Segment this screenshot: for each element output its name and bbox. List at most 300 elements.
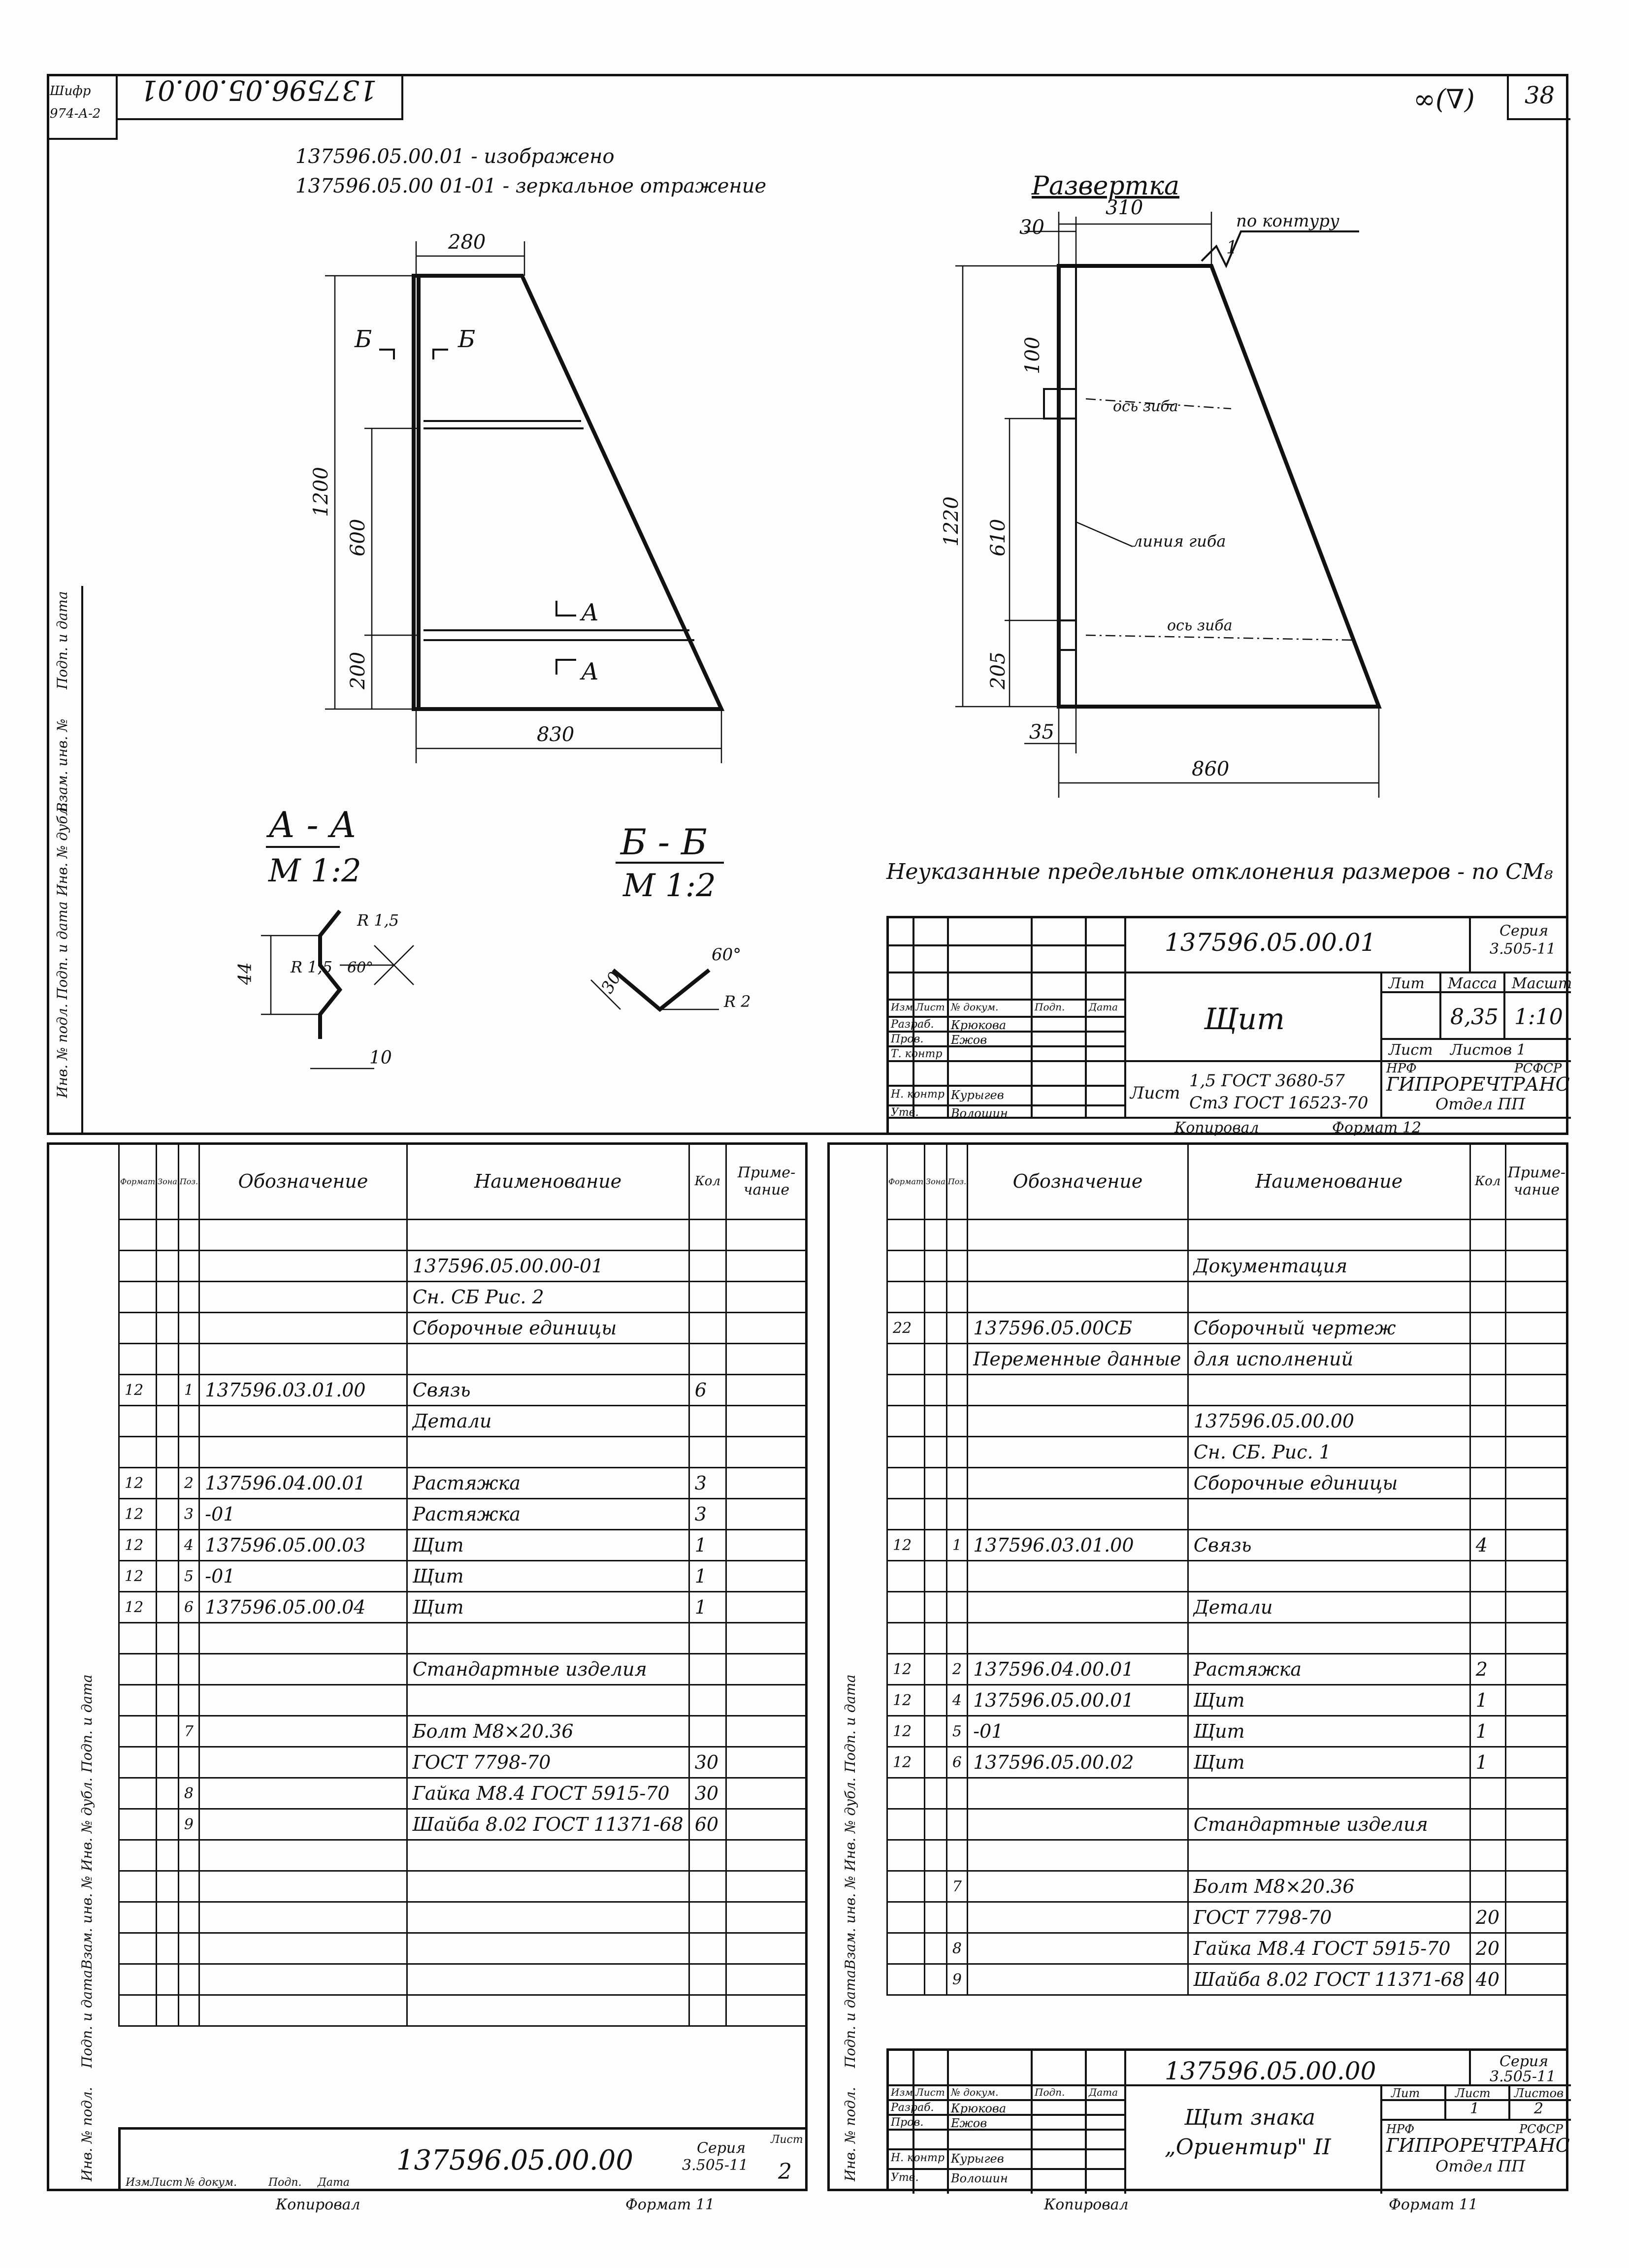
table-cell bbox=[1505, 1251, 1567, 1282]
table-cell bbox=[887, 1344, 925, 1375]
spec-left-stamp-sheet: 2 bbox=[778, 2159, 792, 2184]
table-cell bbox=[199, 1282, 407, 1313]
table-cell bbox=[689, 1902, 726, 1933]
tb-top-list-prefix: Лист bbox=[1130, 1083, 1180, 1103]
spec-left-stamp-date: Дата bbox=[318, 2176, 350, 2189]
tb-top-mass: 8,35 bbox=[1450, 1004, 1499, 1030]
spec-right-stamp-org-left: НРФ bbox=[1386, 2122, 1414, 2136]
table-row bbox=[119, 1778, 807, 1809]
table-cell bbox=[925, 1437, 947, 1468]
table-cell: Стандартные изделия bbox=[1188, 1809, 1470, 1840]
table-cell: Сн. СБ Рис. 2 bbox=[407, 1282, 689, 1313]
table-cell bbox=[157, 1468, 179, 1499]
table-cell bbox=[119, 1313, 157, 1344]
table-cell: 60 bbox=[689, 1809, 726, 1840]
table-cell bbox=[689, 1406, 726, 1437]
table-cell bbox=[199, 1747, 407, 1778]
table-cell bbox=[968, 1282, 1188, 1313]
table-cell: 12 bbox=[119, 1592, 157, 1623]
section-aa-scale: М 1:2 bbox=[268, 853, 361, 889]
spec-right-h-oboz: Обозначение bbox=[968, 1143, 1188, 1220]
table-cell bbox=[968, 1933, 1188, 1964]
table-cell bbox=[1470, 1406, 1505, 1437]
tb-top-series-label: Серия bbox=[1499, 922, 1549, 940]
svg-text:30: 30 bbox=[1019, 216, 1044, 239]
spec-left-stamp-doc: № докум. bbox=[185, 2176, 237, 2189]
table-cell bbox=[946, 1499, 967, 1530]
table-cell bbox=[157, 1902, 179, 1933]
table-cell bbox=[1470, 1561, 1505, 1592]
table-cell bbox=[157, 1437, 179, 1468]
svg-text:100: 100 bbox=[1021, 336, 1044, 374]
table-cell bbox=[925, 1871, 947, 1902]
table-cell bbox=[199, 1871, 407, 1902]
table-cell bbox=[119, 1406, 157, 1437]
svg-text:30: 30 bbox=[597, 969, 625, 997]
table-cell bbox=[199, 1344, 407, 1375]
spec-right-body bbox=[887, 1220, 1568, 1995]
spec-left-h-format: Формат bbox=[119, 1143, 157, 1220]
table-cell bbox=[178, 1902, 199, 1933]
table-cell bbox=[726, 1251, 807, 1282]
table-cell bbox=[925, 1747, 947, 1778]
table-cell bbox=[887, 1964, 925, 1995]
table-cell bbox=[946, 1561, 967, 1592]
spec-right-stamp-sheet: 1 bbox=[1470, 2100, 1480, 2117]
table-cell bbox=[157, 1685, 179, 1716]
table-row bbox=[119, 1964, 807, 1995]
svg-text:10: 10 bbox=[369, 1048, 392, 1068]
spec-right-stamp-podp: Подп. bbox=[1035, 2086, 1065, 2098]
table-cell bbox=[119, 1654, 157, 1685]
table-cell bbox=[726, 1468, 807, 1499]
table-cell bbox=[407, 1964, 689, 1995]
table-cell bbox=[968, 1468, 1188, 1499]
table-cell bbox=[178, 1623, 199, 1654]
spec-right-stamp-list: Лист bbox=[915, 2086, 945, 2098]
table-row bbox=[887, 1344, 1568, 1375]
tb-top-role-utv: Утв. bbox=[891, 1106, 919, 1119]
table-row bbox=[119, 1933, 807, 1964]
table-cell bbox=[726, 1995, 807, 2026]
table-cell bbox=[689, 1220, 726, 1251]
table-cell: Щит bbox=[1188, 1747, 1470, 1778]
spec-right-stamp-code: 137596.05.00.00 bbox=[1165, 2057, 1376, 2085]
svg-text:линия гиба: линия гиба bbox=[1133, 532, 1226, 551]
table-cell bbox=[199, 1313, 407, 1344]
table-row bbox=[119, 1592, 807, 1623]
tb-top-org-right: РСФСР bbox=[1514, 1061, 1562, 1076]
table-cell: 5 bbox=[946, 1716, 967, 1747]
spec-right-stamp-org-right: РСФСР bbox=[1519, 2122, 1563, 2136]
table-cell: 137596.05.00.01 bbox=[968, 1685, 1188, 1716]
table-cell: Сборочный чертеж bbox=[1188, 1313, 1470, 1344]
table-cell bbox=[968, 1623, 1188, 1654]
table-cell bbox=[178, 1344, 199, 1375]
table-cell bbox=[178, 1685, 199, 1716]
table-cell: Сн. СБ. Рис. 1 bbox=[1188, 1437, 1470, 1468]
table-cell bbox=[178, 1933, 199, 1964]
table-cell bbox=[887, 1468, 925, 1499]
table-cell bbox=[946, 1623, 967, 1654]
table-cell bbox=[1470, 1437, 1505, 1468]
spec-right-stamp-utv: Утв. bbox=[891, 2171, 919, 2184]
table-cell bbox=[1505, 1437, 1567, 1468]
table-row bbox=[887, 1499, 1568, 1530]
table-cell bbox=[1470, 1778, 1505, 1809]
table-cell bbox=[1505, 1530, 1567, 1561]
table-cell bbox=[1470, 1344, 1505, 1375]
table-cell bbox=[1505, 1406, 1567, 1437]
spec-left-table bbox=[118, 1142, 808, 2027]
table-cell: 2 bbox=[1470, 1654, 1505, 1685]
tb-top-series: 3.505-11 bbox=[1490, 940, 1556, 958]
tb-top-role-izm: Изм bbox=[891, 1001, 913, 1013]
table-cell: 22 bbox=[887, 1313, 925, 1344]
table-cell: 9 bbox=[946, 1964, 967, 1995]
table-cell: 12 bbox=[887, 1530, 925, 1561]
table-cell: 12 bbox=[119, 1561, 157, 1592]
table-cell bbox=[199, 1406, 407, 1437]
table-cell: 12 bbox=[119, 1468, 157, 1499]
side-br-3: Взам. инв. № bbox=[842, 1876, 858, 1970]
table-cell bbox=[925, 1220, 947, 1251]
table-cell bbox=[1470, 1282, 1505, 1313]
table-row bbox=[119, 1654, 807, 1685]
spec-right-stamp-dept: Отдел ПП bbox=[1435, 2157, 1526, 2175]
side-top-3: Инв. № дубл. bbox=[54, 802, 70, 896]
table-cell: 137596.03.01.00 bbox=[199, 1375, 407, 1406]
table-cell bbox=[726, 1902, 807, 1933]
table-cell bbox=[887, 1375, 925, 1406]
table-cell: Растяжка bbox=[1188, 1654, 1470, 1685]
table-row bbox=[887, 1530, 1568, 1561]
table-row bbox=[119, 1623, 807, 1654]
table-cell bbox=[157, 1220, 179, 1251]
table-cell bbox=[157, 1933, 179, 1964]
svg-text:200: 200 bbox=[347, 651, 369, 689]
table-row bbox=[887, 1840, 1568, 1871]
table-cell: 12 bbox=[887, 1685, 925, 1716]
table-cell bbox=[925, 1561, 947, 1592]
table-cell: Шайба 8.02 ГОСТ 11371-68 bbox=[407, 1809, 689, 1840]
spec-left-format: Формат 11 bbox=[625, 2196, 715, 2213]
table-row bbox=[887, 1313, 1568, 1344]
table-cell bbox=[689, 1313, 726, 1344]
spec-right-stamp-prov: Пров. bbox=[891, 2116, 924, 2129]
table-cell bbox=[925, 1623, 947, 1654]
table-row bbox=[887, 1716, 1568, 1747]
table-cell: 20 bbox=[1470, 1933, 1505, 1964]
tb-top-org: ГИПРОРЕЧТРАНС bbox=[1386, 1073, 1570, 1095]
spec-right-stamp-series: 3.505-11 bbox=[1490, 2068, 1556, 2085]
svg-text:R 2: R 2 bbox=[724, 992, 751, 1011]
svg-text:60°: 60° bbox=[712, 945, 742, 965]
table-cell bbox=[689, 1685, 726, 1716]
table-cell: 6 bbox=[946, 1747, 967, 1778]
table-cell bbox=[157, 1561, 179, 1592]
table-cell bbox=[925, 1809, 947, 1840]
table-cell: 137596.05.00.03 bbox=[199, 1530, 407, 1561]
table-cell: 7 bbox=[946, 1871, 967, 1902]
svg-text:60°: 60° bbox=[347, 959, 374, 976]
table-cell bbox=[1470, 1623, 1505, 1654]
table-cell bbox=[199, 1623, 407, 1654]
table-cell bbox=[726, 1809, 807, 1840]
spec-left-h-naim: Наименование bbox=[407, 1143, 689, 1220]
spec-right-h-kol: Кол bbox=[1470, 1143, 1505, 1220]
table-cell bbox=[119, 1747, 157, 1778]
table-cell bbox=[157, 1778, 179, 1809]
table-cell bbox=[887, 1220, 925, 1251]
table-cell bbox=[946, 1437, 967, 1468]
table-cell bbox=[726, 1840, 807, 1871]
tb-top-mass-label: Масса bbox=[1448, 975, 1498, 992]
table-cell: Щит bbox=[407, 1530, 689, 1561]
table-cell bbox=[157, 1406, 179, 1437]
table-cell bbox=[1505, 1654, 1567, 1685]
spec-right-format: Формат 11 bbox=[1389, 2196, 1478, 2213]
table-cell bbox=[178, 1747, 199, 1778]
svg-text:310: 310 bbox=[1106, 196, 1143, 219]
tb-top-name-1: Крюкова bbox=[951, 1018, 1007, 1032]
table-row bbox=[119, 1840, 807, 1871]
section-bb-title: Б - Б bbox=[620, 821, 707, 863]
table-row bbox=[887, 1623, 1568, 1654]
table-cell bbox=[199, 1809, 407, 1840]
table-cell bbox=[199, 1220, 407, 1251]
table-cell: 1 bbox=[689, 1561, 726, 1592]
table-cell bbox=[887, 1406, 925, 1437]
table-cell bbox=[1470, 1375, 1505, 1406]
table-cell bbox=[178, 1964, 199, 1995]
svg-text:1: 1 bbox=[1226, 238, 1238, 258]
table-cell bbox=[925, 1499, 947, 1530]
table-cell bbox=[925, 1716, 947, 1747]
table-cell: 30 bbox=[689, 1747, 726, 1778]
table-cell bbox=[689, 1437, 726, 1468]
table-cell bbox=[199, 1933, 407, 1964]
table-cell: Шайба 8.02 ГОСТ 11371-68 bbox=[1188, 1964, 1470, 1995]
table-row bbox=[119, 1902, 807, 1933]
spec-right-stamp-name-1: Щит знака bbox=[1184, 2105, 1315, 2130]
table-cell bbox=[119, 1251, 157, 1282]
table-cell: 2 bbox=[178, 1468, 199, 1499]
table-cell bbox=[199, 1964, 407, 1995]
table-cell bbox=[726, 1871, 807, 1902]
table-cell bbox=[1505, 1282, 1567, 1313]
table-cell bbox=[1505, 1344, 1567, 1375]
table-cell bbox=[925, 1902, 947, 1933]
table-cell: 4 bbox=[1470, 1530, 1505, 1561]
tb-top-name-3: Курыгев bbox=[951, 1088, 1004, 1102]
table-cell: 137596.05.00.04 bbox=[199, 1592, 407, 1623]
table-row bbox=[887, 1933, 1568, 1964]
spec-left-h-kol: Кол bbox=[689, 1143, 726, 1220]
table-cell: 30 bbox=[689, 1778, 726, 1809]
table-cell bbox=[925, 1592, 947, 1623]
spec-right-stamp bbox=[886, 2048, 1568, 2191]
tb-top-role-date: Дата bbox=[1089, 1001, 1118, 1013]
table-row bbox=[887, 1654, 1568, 1685]
table-cell bbox=[689, 1995, 726, 2026]
spec-left-stamp-izm: Изм bbox=[126, 2176, 150, 2189]
table-cell bbox=[1505, 1933, 1567, 1964]
table-cell bbox=[119, 1282, 157, 1313]
table-cell bbox=[726, 1747, 807, 1778]
svg-text:по контуру: по контуру bbox=[1236, 211, 1339, 231]
spec-left-stamp-list: Лист bbox=[150, 2176, 183, 2189]
tb-top-name-2: Ежов bbox=[951, 1033, 987, 1047]
table-cell: Гайка М8.4 ГОСТ 5915-70 bbox=[1188, 1933, 1470, 1964]
table-row bbox=[887, 1902, 1568, 1933]
spec-right-stamp-nkontr: Н. контр bbox=[891, 2152, 945, 2164]
table-cell: Гайка М8.4 ГОСТ 5915-70 bbox=[407, 1778, 689, 1809]
svg-text:А: А bbox=[581, 658, 599, 685]
table-cell: 8 bbox=[178, 1778, 199, 1809]
table-cell bbox=[157, 1499, 179, 1530]
table-cell bbox=[968, 1561, 1188, 1592]
table-cell bbox=[689, 1716, 726, 1747]
table-cell: Сборочные единицы bbox=[1188, 1468, 1470, 1499]
table-cell bbox=[726, 1654, 807, 1685]
svg-text:830: 830 bbox=[537, 723, 575, 746]
table-cell bbox=[1505, 1716, 1567, 1747]
table-row bbox=[887, 1468, 1568, 1499]
svg-text:Б: Б bbox=[355, 325, 372, 353]
razvertka-title: Развертка bbox=[1032, 171, 1180, 201]
table-cell bbox=[407, 1344, 689, 1375]
table-cell bbox=[946, 1592, 967, 1623]
table-cell bbox=[887, 1499, 925, 1530]
mirrored-code: 137596.05.00.01 bbox=[140, 74, 377, 106]
table-cell bbox=[1470, 1871, 1505, 1902]
table-cell bbox=[407, 1902, 689, 1933]
tb-top-lit-label: Лит bbox=[1389, 975, 1425, 992]
table-cell bbox=[887, 1933, 925, 1964]
table-cell bbox=[119, 1809, 157, 1840]
note-line-1: 137596.05.00.01 - изображено bbox=[295, 145, 615, 168]
table-cell: 1 bbox=[946, 1530, 967, 1561]
table-row bbox=[119, 1251, 807, 1282]
table-cell: 1 bbox=[1470, 1747, 1505, 1778]
spec-left-h-zone: Зона bbox=[157, 1143, 179, 1220]
table-cell bbox=[1505, 1685, 1567, 1716]
table-row bbox=[119, 1468, 807, 1499]
spec-right-stamp-series-label: Серия bbox=[1499, 2053, 1549, 2070]
table-cell bbox=[1470, 1840, 1505, 1871]
side-bl-5: Инв. № подл. bbox=[79, 2087, 95, 2181]
spec-right-stamp-name-2: „Ориентир" II bbox=[1165, 2135, 1331, 2160]
table-cell: -01 bbox=[199, 1499, 407, 1530]
table-cell bbox=[119, 1995, 157, 2026]
table-cell bbox=[1505, 1964, 1567, 1995]
tb-top-role-nkontr: Н. контр bbox=[891, 1088, 945, 1101]
shifr-value: 974-А-2 bbox=[50, 106, 101, 121]
table-cell: 137596.05.00.00 bbox=[1188, 1406, 1470, 1437]
tb-top-material-1: 1,5 ГОСТ 3680-57 bbox=[1189, 1071, 1345, 1091]
table-cell bbox=[925, 1530, 947, 1561]
table-row bbox=[119, 1282, 807, 1313]
svg-text:35: 35 bbox=[1029, 721, 1054, 744]
table-cell bbox=[726, 1933, 807, 1964]
table-row bbox=[119, 1747, 807, 1778]
table-row bbox=[119, 1561, 807, 1592]
table-row bbox=[119, 1871, 807, 1902]
table-cell bbox=[157, 1375, 179, 1406]
side-br-2: Инв. № дубл. bbox=[842, 1777, 858, 1871]
table-cell bbox=[887, 1623, 925, 1654]
table-cell bbox=[1470, 1592, 1505, 1623]
table-cell bbox=[407, 1437, 689, 1468]
table-cell bbox=[178, 1437, 199, 1468]
spec-right-stamp-name-prov: Ежов bbox=[951, 2116, 987, 2130]
spec-right-stamp-name-nkontr: Курыгев bbox=[951, 2152, 1004, 2166]
side-bl-3: Взам. инв. № bbox=[79, 1876, 95, 1970]
spec-right-kopiroval: Копировал bbox=[1044, 2196, 1129, 2213]
table-cell bbox=[968, 1871, 1188, 1902]
spec-right-stamp-name-razrab: Крюкова bbox=[951, 2102, 1007, 2115]
table-cell: 40 bbox=[1470, 1964, 1505, 1995]
tb-top-role-list: Лист bbox=[915, 1001, 945, 1013]
table-row bbox=[887, 1251, 1568, 1282]
spec-right-h-pos: Поз. bbox=[946, 1143, 967, 1220]
section-aa bbox=[235, 804, 414, 1069]
spec-right-stamp-lit: Лит bbox=[1391, 2086, 1420, 2100]
table-cell bbox=[946, 1468, 967, 1499]
table-cell: Растяжка bbox=[407, 1468, 689, 1499]
main-view bbox=[310, 231, 721, 763]
spec-right-stamp-izm: Изм bbox=[891, 2086, 913, 2098]
razvertka-view bbox=[940, 171, 1379, 798]
table-cell: Щит bbox=[407, 1561, 689, 1592]
table-cell bbox=[689, 1871, 726, 1902]
tb-top-sheet-label: Лист bbox=[1389, 1041, 1433, 1059]
table-cell bbox=[1505, 1623, 1567, 1654]
table-cell bbox=[946, 1282, 967, 1313]
table-cell bbox=[726, 1592, 807, 1623]
table-row bbox=[887, 1406, 1568, 1437]
table-cell bbox=[968, 1964, 1188, 1995]
shifr-label: Шифр bbox=[50, 84, 91, 98]
table-cell bbox=[157, 1809, 179, 1840]
section-bb-scale: М 1:2 bbox=[623, 868, 716, 904]
table-cell: Щит bbox=[1188, 1685, 1470, 1716]
svg-text:860: 860 bbox=[1192, 758, 1230, 780]
table-cell: 12 bbox=[887, 1747, 925, 1778]
table-cell bbox=[946, 1902, 967, 1933]
table-cell: 137596.03.01.00 bbox=[968, 1530, 1188, 1561]
table-cell bbox=[968, 1251, 1188, 1282]
table-cell bbox=[407, 1871, 689, 1902]
table-cell bbox=[946, 1313, 967, 1344]
table-row bbox=[119, 1313, 807, 1344]
table-cell bbox=[968, 1220, 1188, 1251]
table-cell bbox=[946, 1251, 967, 1282]
table-cell bbox=[119, 1871, 157, 1902]
table-cell bbox=[157, 1964, 179, 1995]
table-cell: 137596.05.00СБ bbox=[968, 1313, 1188, 1344]
table-cell: -01 bbox=[968, 1716, 1188, 1747]
table-cell: 3 bbox=[689, 1468, 726, 1499]
side-br-5: Инв. № подл. bbox=[842, 2087, 858, 2181]
table-cell: Связь bbox=[407, 1375, 689, 1406]
table-cell bbox=[407, 1995, 689, 2026]
table-row bbox=[887, 1964, 1568, 1995]
table-cell: 1 bbox=[689, 1530, 726, 1561]
spec-left-header bbox=[119, 1143, 807, 1220]
spec-left-h-prim: Приме-чание bbox=[726, 1143, 807, 1220]
